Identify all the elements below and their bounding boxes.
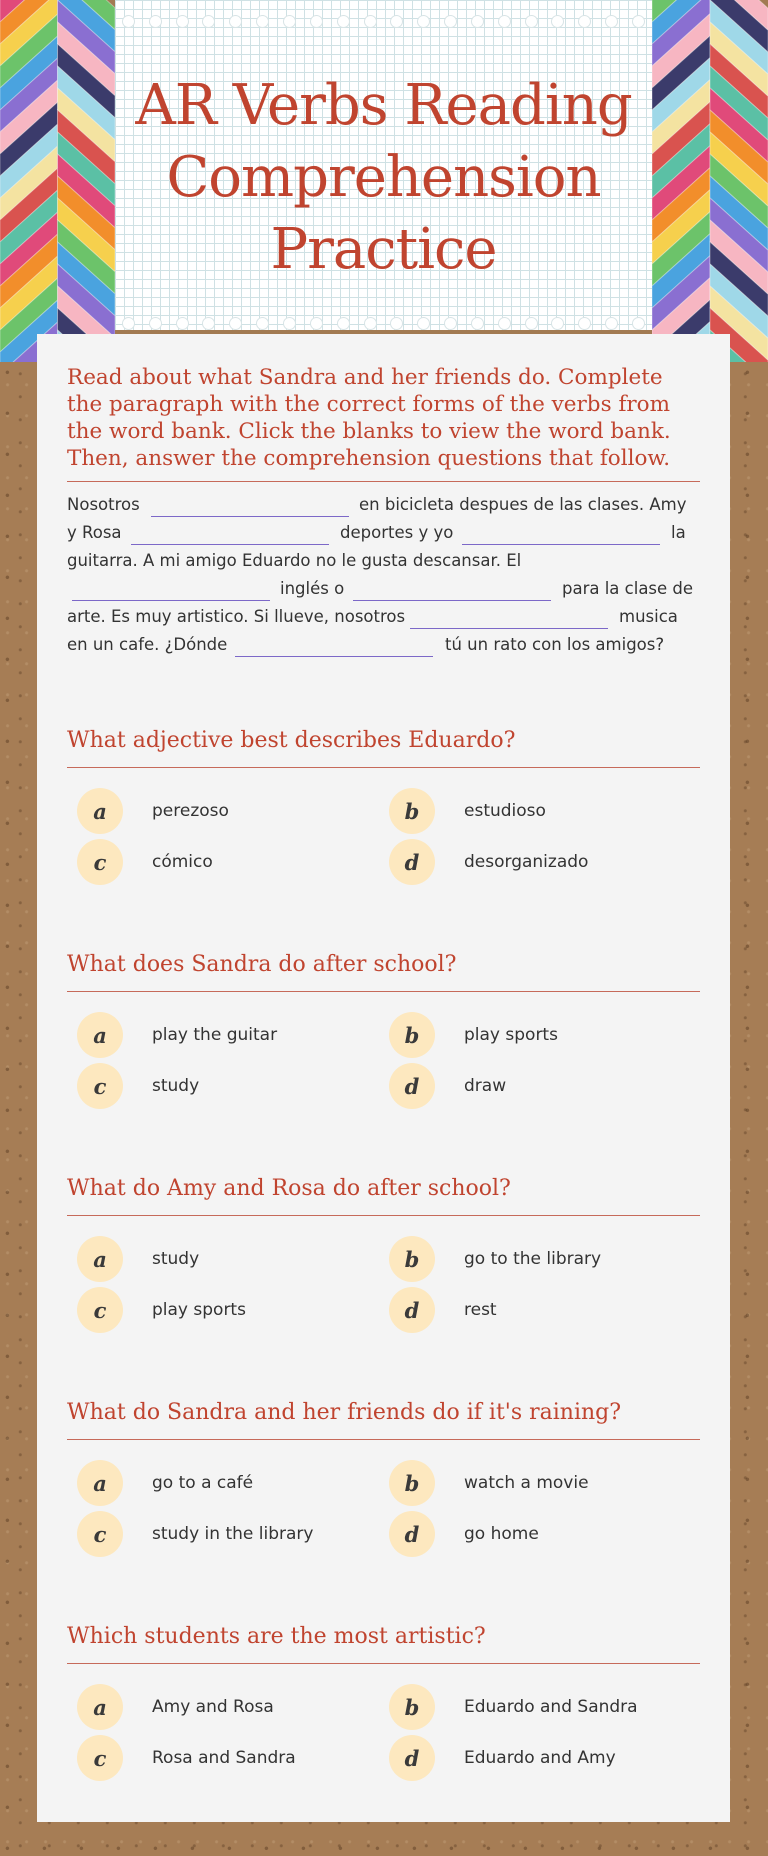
answer-option-a[interactable] [77,1684,274,1730]
title-line: Comprehension [166,145,601,210]
option-letter-badge: d [389,1735,435,1781]
option-letter-badge: a [77,788,123,834]
spiral-hole [364,15,377,28]
option-letter-badge: a [77,1236,123,1282]
option-text: go to a café [152,1473,254,1493]
answer-option-c[interactable] [77,1287,246,1333]
spiral-hole [525,317,538,330]
paragraph-text: tú un rato con los amigos? [445,635,665,654]
spiral-hole [498,317,511,330]
paragraph-text: inglés o [280,579,345,598]
option-letter-badge: a [77,1684,123,1730]
divider [67,991,700,992]
question-text: What do Sandra and her friends do if it's raining? [67,1400,622,1425]
question-text: Which students are the most artistic? [67,1624,486,1649]
spiral-hole [149,317,162,330]
spiral-hole [337,15,350,28]
spiral-hole [444,317,457,330]
option-letter-badge: c [77,1735,123,1781]
answer-option-b[interactable] [389,1236,601,1282]
option-text: perezoso [152,801,229,821]
spiral-hole [256,15,269,28]
paragraph-text: guitarra. A mi amigo Eduardo no le gusta descansar. El [67,551,522,570]
spiral-hole [229,15,242,28]
answer-option-b[interactable] [389,788,546,834]
option-text: draw [464,1076,507,1096]
option-text: rest [464,1300,497,1320]
answer-option-c[interactable] [77,839,213,885]
option-letter-badge: d [389,1287,435,1333]
spiral-hole [310,15,323,28]
option-letter-badge: d [389,1511,435,1557]
answer-option-c[interactable] [77,1063,199,1109]
spiral-hole [525,15,538,28]
paragraph-text: deportes y yo [340,523,454,542]
answer-option-b[interactable] [389,1012,558,1058]
paragraph-text: Nosotros [67,495,140,514]
blank-2[interactable] [131,521,329,545]
option-text: Amy and Rosa [152,1697,274,1717]
option-letter-badge: b [389,788,435,834]
divider [67,1663,700,1664]
spiral-hole [444,15,457,28]
spiral-hole [498,15,511,28]
option-letter-badge: d [389,839,435,885]
spiral-hole [122,15,135,28]
option-text: cómico [152,852,213,872]
option-text: study [152,1249,200,1269]
chevron-pattern-right [652,0,768,362]
spiral-hole [337,317,350,330]
paragraph-text: en bicicleta despues de las clases. Amy [359,495,687,514]
answer-option-a[interactable] [77,1236,199,1282]
option-letter-badge: b [389,1460,435,1506]
spiral-hole [202,317,215,330]
answer-option-d[interactable] [389,1287,497,1333]
option-text: Eduardo and Amy [464,1748,616,1768]
option-text: play the guitar [152,1025,278,1045]
paragraph-text: la [671,523,686,542]
answer-option-b[interactable] [389,1684,638,1730]
question-text: What do Amy and Rosa do after school? [67,1176,511,1201]
divider [67,1215,700,1216]
worksheet-card [37,334,730,1822]
blank-1[interactable] [151,493,349,517]
divider [67,1439,700,1440]
paragraph-text: musica [619,607,678,626]
spiral-hole [283,15,296,28]
option-letter-badge: c [77,1511,123,1557]
option-text: watch a movie [464,1473,589,1493]
spiral-hole [364,317,377,330]
answer-option-a[interactable] [77,1460,253,1506]
spiral-hole [578,15,591,28]
option-text: Rosa and Sandra [152,1748,296,1768]
answer-option-a[interactable] [77,1012,277,1058]
option-letter-badge: b [389,1684,435,1730]
spiral-hole [632,317,645,330]
option-text: desorganizado [464,852,589,872]
answer-option-c[interactable] [77,1735,296,1781]
spiral-hole [417,317,430,330]
option-letter-badge: d [389,1063,435,1109]
spiral-hole [229,317,242,330]
option-letter-badge: c [77,839,123,885]
spiral-hole [122,317,135,330]
option-letter-badge: c [77,1063,123,1109]
blank-4[interactable] [72,577,270,601]
paragraph-text: en un cafe. ¿Dónde [67,635,228,654]
question-text: What adjective best describes Eduardo? [67,728,516,753]
spiral-hole [390,317,403,330]
question-text: What does Sandra do after school? [67,952,457,977]
spiral-hole [632,15,645,28]
notebook-spiral-top [115,12,652,30]
option-text: go home [464,1524,539,1544]
spiral-hole [551,317,564,330]
spiral-hole [471,15,484,28]
blank-3[interactable] [462,521,660,545]
paragraph-text: y Rosa [67,523,122,542]
blank-5[interactable] [353,577,551,601]
page-title [115,70,652,286]
blank-6[interactable] [410,605,608,629]
spiral-hole [310,317,323,330]
notebook-spiral-bottom [115,314,652,332]
option-text: play sports [152,1300,246,1320]
answer-option-b[interactable] [389,1460,589,1506]
option-letter-badge: b [389,1012,435,1058]
option-letter-badge: b [389,1236,435,1282]
spiral-hole [605,317,618,330]
spiral-hole [390,15,403,28]
spiral-hole [551,15,564,28]
option-text: Eduardo and Sandra [464,1697,638,1717]
option-text: estudioso [464,801,546,821]
header-banner [115,0,652,330]
chevron-pattern-left [0,0,115,362]
option-text: go to the library [464,1249,602,1269]
spiral-hole [283,317,296,330]
spiral-hole [256,317,269,330]
answer-option-d[interactable] [389,1063,506,1109]
option-text: study in the library [152,1524,314,1544]
option-text: play sports [464,1025,558,1045]
spiral-hole [176,15,189,28]
answer-option-d[interactable] [389,1735,616,1781]
spiral-hole [605,15,618,28]
spiral-hole [471,317,484,330]
divider [67,481,700,482]
spiral-hole [202,15,215,28]
answer-option-a[interactable] [77,788,229,834]
paragraph-text: arte. Es muy artistico. Si llueve, nosotros [67,607,406,626]
paragraph-text: para la clase de [562,579,694,598]
option-letter-badge: a [77,1460,123,1506]
option-letter-badge: c [77,1287,123,1333]
spiral-hole [149,15,162,28]
answer-option-d[interactable] [389,1511,539,1557]
instructions-text: Read about what Sandra and her friends do. Complete the paragraph with the correct forms of the verbs from the word bank. Click the blanks to view the word bank. Then, answer the comprehension questions that follow. [67,365,671,471]
spiral-hole [578,317,591,330]
spiral-hole [176,317,189,330]
answer-option-c[interactable] [77,1511,313,1557]
option-text: study [152,1076,200,1096]
title-line: Practice [270,217,497,282]
spiral-hole [417,15,430,28]
blank-7[interactable] [235,633,433,657]
title-line: AR Verbs Reading [135,73,632,138]
option-letter-badge: a [77,1012,123,1058]
answer-option-d[interactable] [389,839,588,885]
divider [67,767,700,768]
